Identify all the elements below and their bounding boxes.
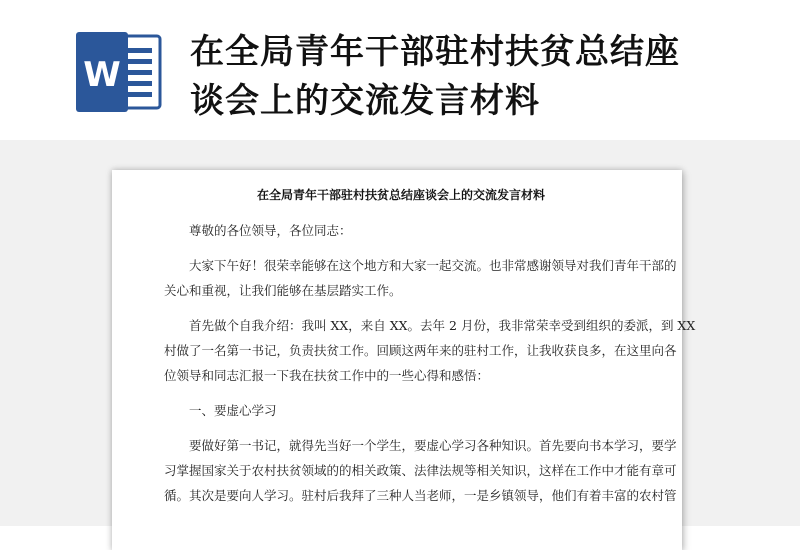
document-heading: 在全局青年干部驻村扶贫总结座谈会上的交流发言材料 [256,188,545,202]
text-line: 一、要虚心学习 [164,403,277,418]
text-line: 循。其次是要向人学习。驻村后我拜了三种人当老师，一是乡镇领导，他们有着丰富的农村管 [164,488,677,503]
paragraph-list [164,218,696,508]
page-title [190,28,780,126]
paragraph [164,218,638,243]
document-page [112,170,696,550]
header-banner [0,0,800,140]
text-line: 首先做个自我介绍：我叫 XX，来自 XX。去年 2 月份，我非常荣幸受到组织的委派，到 XX [164,318,696,333]
title-line-1: 在全局青年干部驻村扶贫总结座 [190,32,680,72]
paragraph [164,398,638,423]
document-body [164,186,696,518]
word-icon-letter: W [83,55,121,95]
text-line: 要做好第一书记，就得先当好一个学生，要虚心学习各种知识。首先要向书本学习，要学 [164,438,677,453]
title-line-2: 谈会上的交流发言材料 [190,81,540,121]
word-icon [72,30,164,114]
text-line: 关心和重视，让我们能够在基层踏实工作。 [164,283,402,298]
text-line: 尊敬的各位领导，各位同志： [164,223,352,238]
text-line: 大家下午好！很荣幸能够在这个地方和大家一起交流。也非常感谢领导对我们青年干部的 [164,258,677,273]
text-line: 习掌握国家关于农村扶贫领域的的相关政策、法律法规等相关知识，这样在工作中才能有章可 [164,463,677,478]
paragraph [164,313,696,388]
text-line: 位领导和同志汇报一下我在扶贫工作中的一些心得和感悟： [164,368,490,383]
text-line: 村做了一名第一书记，负责扶贫工作。回顾这两年来的驻村工作，让我收获良多，在这里向各 [164,343,677,358]
paragraph [164,433,677,508]
paragraph [164,253,677,303]
